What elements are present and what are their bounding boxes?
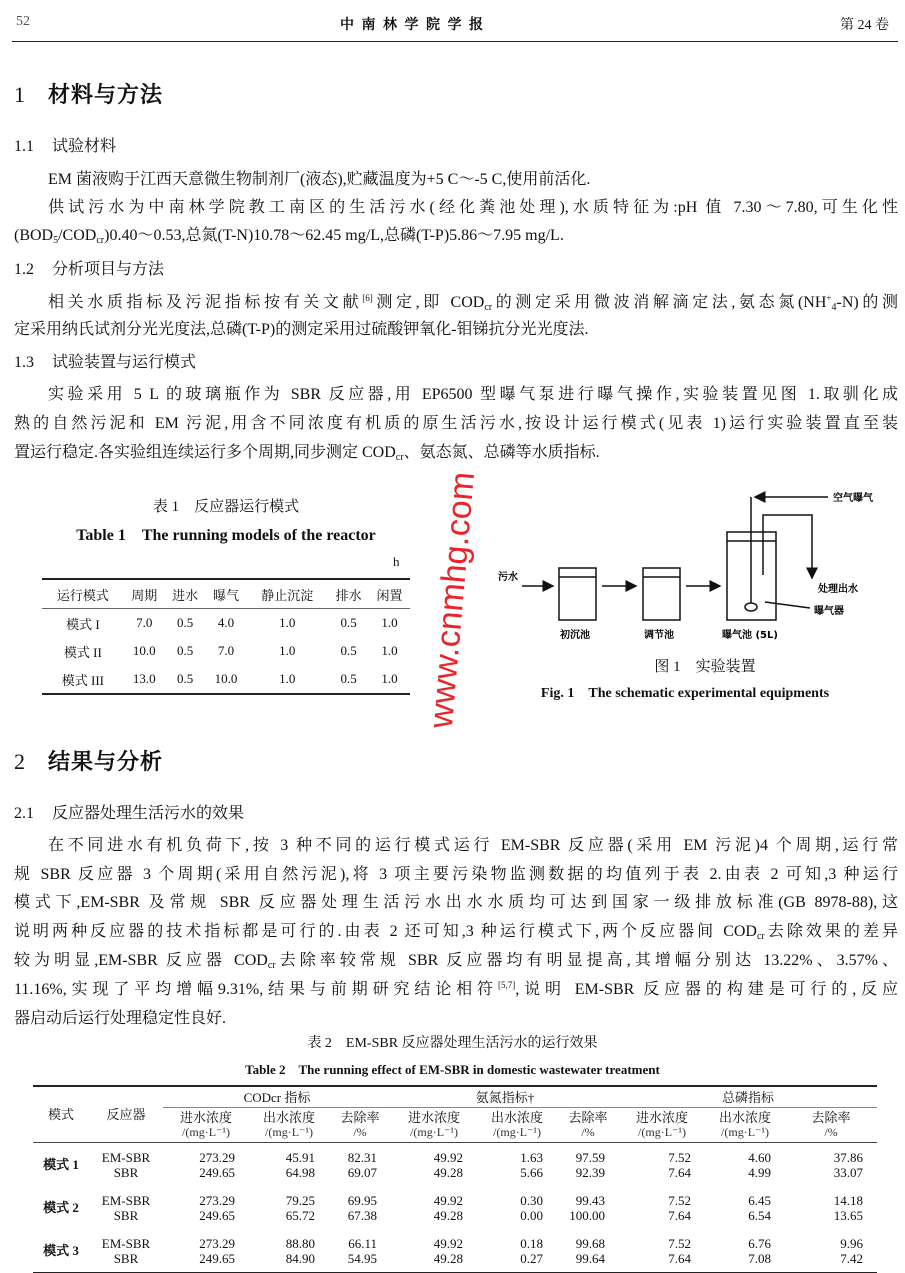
row-label: 模式 III (61, 672, 104, 688)
primary-settling-tank (559, 568, 596, 620)
cell-value: 97.59 (575, 1149, 605, 1165)
cell-value: 69.07 (347, 1164, 377, 1180)
cell-value: 7.52 (668, 1149, 691, 1165)
column-header-label: 出水浓度 (490, 1110, 543, 1125)
cell-value: 273.29 (199, 1192, 235, 1208)
cell-value: 49.92 (433, 1235, 463, 1251)
column-header (557, 1108, 619, 1143)
column-header: 闲置 (369, 579, 410, 609)
column-header-unit: /(mg·L⁻¹) (410, 1125, 458, 1139)
reactor-cell (89, 1143, 163, 1187)
table-cell (249, 1229, 329, 1273)
text-run: )0.40～0.53,总氮(T-N)10.78～62.45 mg/L,总磷(T-P)5.86～7.95 mg/L. (104, 227, 564, 244)
table-cell: 1.0 (381, 671, 398, 686)
table-cell (705, 1143, 785, 1187)
row-label-mode: 模式 3 (43, 1243, 79, 1258)
table-cell (557, 1186, 619, 1229)
text-run: 说明两种反应器的技术指标都是可行的.由表 2 还可知,3 种运行模式下,两个反应器间 COD (14, 923, 757, 940)
figure1-caption-en: Fig. 1 The schematic experimental equipments (540, 686, 830, 701)
column-header-unit: /(mg·L⁻¹) (721, 1125, 769, 1139)
column-header-label: 出水浓度 (262, 1110, 315, 1125)
superscript: [6] (362, 293, 373, 303)
cell-value: 37.86 (833, 1149, 863, 1165)
text-run: 模式下,EM-SBR 及常规 SBR 反应器处理生活污水出水水质均可达到国家一级排放标准(GB 8978-88),这 (14, 894, 898, 911)
cell-value: 7.08 (748, 1250, 771, 1266)
table-header-row (42, 579, 410, 609)
table-cell: 1.0 (279, 643, 296, 658)
table-cell (163, 1143, 249, 1187)
journal-title: 中 南 林 学 院 学 报 (340, 18, 485, 33)
column-header-label: 进水浓度 (179, 1110, 232, 1125)
table-cell: 10.0 (214, 671, 238, 686)
superscript: [5,7] (497, 980, 516, 990)
column-header (619, 1108, 705, 1143)
cell-value: 249.65 (199, 1164, 235, 1180)
table-cell (705, 1186, 785, 1229)
subsection-heading-2-1: 2.1 反应器处理生活污水的效果 (14, 805, 245, 822)
cell-value: 65.72 (285, 1207, 315, 1223)
table-cell: 1.0 (381, 643, 398, 658)
table-cell: 0.5 (340, 671, 357, 686)
table-cell (785, 1143, 877, 1187)
table-cell (477, 1229, 557, 1273)
text-run: -N)的测 (836, 294, 898, 311)
text-run: (BOD (14, 227, 54, 244)
table-row (42, 609, 410, 638)
cell-value: 54.95 (347, 1250, 377, 1266)
cell-value: 9.96 (840, 1235, 863, 1251)
table-cell (619, 1143, 705, 1187)
table-cell (477, 1186, 557, 1229)
column-header-label: 去除率 (340, 1110, 380, 1125)
table-cell: 0.5 (176, 615, 194, 630)
table-cell (249, 1186, 329, 1229)
table-cell (619, 1186, 705, 1229)
subscript: 4 (831, 302, 837, 313)
group-header-phosphorus: 总磷指标 (619, 1086, 877, 1108)
cell-value: 7.64 (668, 1164, 691, 1180)
table-cell: 1.0 (381, 615, 398, 630)
table-cell (557, 1229, 619, 1273)
cell-value: 6.76 (748, 1235, 771, 1251)
column-header-mode: 模式 (33, 1086, 89, 1143)
cell-value: 67.38 (347, 1207, 377, 1223)
label-inflow: 污水 (498, 572, 518, 583)
subscript: 5 (53, 235, 59, 246)
table-cell: 13.0 (132, 671, 156, 686)
text-run: 去除效果的差异 (764, 923, 898, 940)
cell-value: 4.60 (748, 1149, 771, 1165)
column-header-label: 进水浓度 (407, 1110, 460, 1125)
group-header-ammonia: 氨氮指标† (391, 1086, 619, 1108)
row-label: 模式 II (63, 644, 102, 660)
table-cell (785, 1186, 877, 1229)
text-run: /COD (58, 227, 97, 244)
cell-value: 273.29 (199, 1235, 235, 1251)
cell-value: 33.07 (833, 1164, 863, 1180)
text-run: ,说明 EM-SBR 反应器的构建是可行的,反应 (515, 981, 898, 998)
reactor-name: SBR (113, 1250, 139, 1266)
subscript: cr (484, 302, 493, 313)
column-header-unit: /% (353, 1125, 367, 1139)
row-label-mode: 模式 2 (43, 1200, 79, 1215)
table2-caption-cn: 表 2 EM-SBR 反应器处理生活污水的运行效果 (307, 1036, 598, 1051)
table-cell (391, 1186, 477, 1229)
table-row (33, 1186, 877, 1229)
table-row (33, 1143, 877, 1187)
watermark: www.cnmhg.com (421, 470, 483, 730)
cell-value: 92.39 (575, 1164, 605, 1180)
subscript: cr (395, 452, 404, 463)
table-row (42, 637, 410, 665)
table-cell: 4.0 (217, 615, 235, 630)
column-header (391, 1108, 477, 1143)
paragraph-line (14, 439, 898, 463)
column-header-label: 去除率 (811, 1110, 851, 1125)
cell-value: 0.30 (520, 1192, 543, 1208)
row-label-mode: 模式 1 (43, 1157, 79, 1172)
column-header (705, 1108, 785, 1143)
cell-value: 7.64 (668, 1207, 691, 1223)
table-cell (391, 1143, 477, 1187)
row-label: 模式 I (66, 616, 100, 632)
table-cell (705, 1229, 785, 1273)
paragraph-line (14, 918, 898, 942)
section-heading-2: 2 结果与分析 (14, 749, 164, 774)
outflow-line (763, 515, 812, 578)
paragraph-line (48, 194, 898, 217)
figure1-diagram (495, 485, 905, 655)
text-run: 测定,即 COD (372, 294, 485, 311)
cell-value: 6.54 (748, 1207, 771, 1223)
cell-value: 84.90 (285, 1250, 315, 1266)
cell-value: 7.52 (668, 1235, 691, 1251)
label-tank3: 曝气池 (5L) (722, 630, 778, 641)
text-run: 、氨态氮、总磷等水质指标. (403, 444, 600, 461)
text-run: 在不同进水有机负荷下,按 3 种不同的运行模式运行 EM-SBR 反应器(采用 EM 污泥)4 个周期,运行常 (48, 837, 898, 854)
table-cell (249, 1143, 329, 1187)
table-cell (329, 1186, 391, 1229)
cell-value: 99.43 (575, 1192, 605, 1208)
cell-value: 7.42 (840, 1250, 863, 1266)
text-run: 置运行稳定.各实验组连续运行多个周期,同步测定 COD (14, 444, 396, 461)
reactor-name: EM-SBR (101, 1149, 151, 1165)
column-header (329, 1108, 391, 1143)
column-header-unit: /(mg·L⁻¹) (493, 1125, 541, 1139)
reactor-name: EM-SBR (101, 1192, 151, 1208)
reactor-name: EM-SBR (101, 1235, 151, 1251)
table1-unit: h (393, 554, 400, 569)
table-cell: 1.0 (279, 671, 296, 686)
paragraph-line (48, 832, 898, 855)
table-cell: 7.0 (136, 615, 153, 630)
column-header-unit: /(mg·L⁻¹) (265, 1125, 313, 1139)
column-header (249, 1108, 329, 1143)
paragraph-line (14, 861, 898, 884)
cell-value: 49.28 (433, 1250, 463, 1266)
table1 (42, 578, 410, 695)
paragraph-line (48, 381, 898, 404)
paragraph-line (14, 947, 898, 971)
regulating-tank (643, 568, 680, 620)
cell-value: 7.64 (668, 1250, 691, 1266)
table-cell (163, 1229, 249, 1273)
paragraph-line (14, 1005, 898, 1028)
cell-value: 14.18 (833, 1192, 863, 1208)
paragraph-line (14, 316, 898, 339)
table-group-header-row (33, 1086, 877, 1108)
column-header (163, 1108, 249, 1143)
label-aerator: 曝气器 (814, 606, 844, 617)
cell-value: 273.29 (199, 1149, 235, 1165)
reactor-name: SBR (113, 1207, 139, 1223)
cell-value: 13.65 (833, 1207, 863, 1223)
text-run: 熟的自然污泥和 EM 污泥,用含不同浓度有机质的原生活污水,按设计运行模式(见表 1)运行实验装置直至装 (14, 415, 898, 432)
column-header: 静止沉淀 (246, 579, 328, 609)
subsection-heading-1-3: 1.3 试验装置与运行模式 (14, 354, 197, 371)
cell-value: 66.11 (348, 1235, 377, 1251)
cell-value: 64.98 (285, 1164, 315, 1180)
cell-value: 88.80 (285, 1235, 315, 1251)
text-run: 的测定采用微波消解滴定法,氨态氮(NH (492, 294, 827, 311)
table-cell: 0.5 (176, 671, 194, 686)
cell-value: 45.91 (285, 1149, 315, 1165)
reactor-cell (89, 1229, 163, 1273)
column-header (785, 1108, 877, 1143)
table-row (33, 1229, 877, 1273)
text-run: 定采用纳氏试剂分光光度法,总磷(T-P)的测定采用过硫酸钾氧化-钼锑抗分光光度法. (14, 321, 589, 338)
table-cell (329, 1229, 391, 1273)
cell-value: 5.66 (520, 1164, 543, 1180)
cell-value: 79.25 (285, 1192, 315, 1208)
text-run: EM 菌液购于江西天意微生物制剂厂(液态),贮藏温度为+5 C～-5 C,使用前活化. (48, 171, 591, 188)
text-run: 相关水质指标及污泥指标按有关文献 (48, 294, 363, 311)
text-run: 实验采用 5 L 的玻璃瓶作为 SBR 反应器,用 EP6500 型曝气泵进行曝气操作,实验装置见图 1.取驯化成 (48, 386, 898, 403)
column-header-unit: /(mg·L⁻¹) (182, 1125, 230, 1139)
subsection-heading-1-2: 1.2 分析项目与方法 (14, 261, 165, 278)
label-outflow: 处理出水 (818, 584, 858, 595)
superscript: + (826, 293, 832, 303)
table2 (33, 1085, 877, 1273)
figure1-caption-cn: 图 1 实验装置 (654, 659, 756, 675)
cell-value: 100.00 (569, 1207, 605, 1223)
paragraph-line (14, 889, 898, 912)
cell-value: 0.00 (520, 1207, 543, 1223)
table-cell: 10.0 (132, 643, 156, 658)
cell-value: 6.45 (748, 1192, 771, 1208)
cell-value: 249.65 (199, 1250, 235, 1266)
column-header-unit: /(mg·L⁻¹) (638, 1125, 686, 1139)
table-cell (785, 1229, 877, 1273)
column-header: 排水 (328, 579, 369, 609)
cell-value: 69.95 (347, 1192, 377, 1208)
text-run: 供试污水为中南林学院教工南区的生活污水(经化粪池处理),水质特征为:pH 值 7.30～7.80,可生化性 (48, 199, 898, 216)
cell-value: 82.31 (347, 1149, 377, 1165)
cell-value: 49.28 (433, 1207, 463, 1223)
table-row (42, 665, 410, 694)
column-header-reactor: 反应器 (89, 1086, 163, 1143)
column-header: 曝气 (206, 579, 247, 609)
group-header-cod: CODcr 指标 (163, 1086, 391, 1108)
text-run: 11.16%,实现了平均增幅9.31%,结果与前期研究结论相符 (14, 981, 498, 998)
cell-value: 0.27 (520, 1250, 543, 1266)
table1-caption-cn: 表 1 反应器运行模式 (152, 499, 300, 515)
section-heading-1: 1 材料与方法 (14, 82, 164, 107)
cell-value: 99.64 (575, 1250, 605, 1266)
cell-value: 49.28 (433, 1164, 463, 1180)
table-cell: 0.5 (340, 643, 357, 658)
table-cell: 0.5 (176, 643, 194, 658)
header-rule (12, 41, 898, 42)
table-cell (163, 1186, 249, 1229)
label-air: 空气曝气 (833, 493, 873, 504)
column-header-unit: /% (581, 1125, 595, 1139)
column-header: 进水 (165, 579, 206, 609)
subsection-heading-1-1: 1.1 试验材料 (14, 138, 117, 155)
paragraph-line (14, 410, 898, 433)
cell-value: 99.68 (575, 1235, 605, 1251)
column-header-unit: /% (824, 1125, 838, 1139)
text-run: 器启动后运行处理稳定性良好. (14, 1010, 227, 1027)
cell-value: 49.92 (433, 1192, 463, 1208)
column-header: 周期 (124, 579, 165, 609)
paragraph-line (48, 289, 898, 313)
subscript: cr (756, 931, 765, 942)
label-tank1: 初沉池 (560, 630, 590, 641)
text-run: 较为明显,EM-SBR 反应器 COD (14, 952, 268, 969)
subscript: cr (267, 960, 276, 971)
text-run: 去除率较常规 SBR 反应器均有明显提高,其增幅分别达 13.22%、3.57%、 (275, 952, 898, 969)
table-cell (619, 1229, 705, 1273)
aerator-icon (745, 603, 757, 611)
subscript: cr (96, 235, 105, 246)
column-header-label: 去除率 (568, 1110, 608, 1125)
label-tank2: 调节池 (644, 630, 674, 641)
table2-caption-en: Table 2 The running effect of EM-SBR in domestic wastewater treatment (245, 1062, 660, 1077)
column-header-label: 出水浓度 (718, 1110, 771, 1125)
column-header (477, 1108, 557, 1143)
volume: 第 24 卷 (840, 18, 889, 33)
column-header-label: 进水浓度 (635, 1110, 688, 1125)
cell-value: 7.52 (668, 1192, 691, 1208)
cell-value: 1.63 (520, 1149, 543, 1165)
table-cell (391, 1229, 477, 1273)
table1-caption-en: Table 1 The running models of the reactor (76, 527, 376, 544)
cell-value: 49.92 (433, 1149, 463, 1165)
table-cell: 7.0 (217, 643, 235, 658)
paragraph-line (14, 976, 898, 999)
cell-value: 249.65 (199, 1207, 235, 1223)
table-cell: 0.5 (340, 615, 357, 630)
reactor-cell (89, 1186, 163, 1229)
reactor-name: SBR (113, 1164, 139, 1180)
column-header: 运行模式 (42, 579, 124, 609)
table-cell: 1.0 (279, 615, 296, 630)
paragraph-line (14, 222, 898, 246)
text-run: 规 SBR 反应器 3 个周期(采用自然污泥),将 3 项主要污染物监测数据的均值列于表 2.由表 2 可知,3 种运行 (14, 866, 898, 883)
cell-value: 0.18 (520, 1235, 543, 1251)
table-cell (477, 1143, 557, 1187)
table-cell (329, 1143, 391, 1187)
table-cell (557, 1143, 619, 1187)
paragraph-line (48, 166, 898, 189)
cell-value: 4.99 (748, 1164, 771, 1180)
page-number: 52 (16, 14, 30, 29)
